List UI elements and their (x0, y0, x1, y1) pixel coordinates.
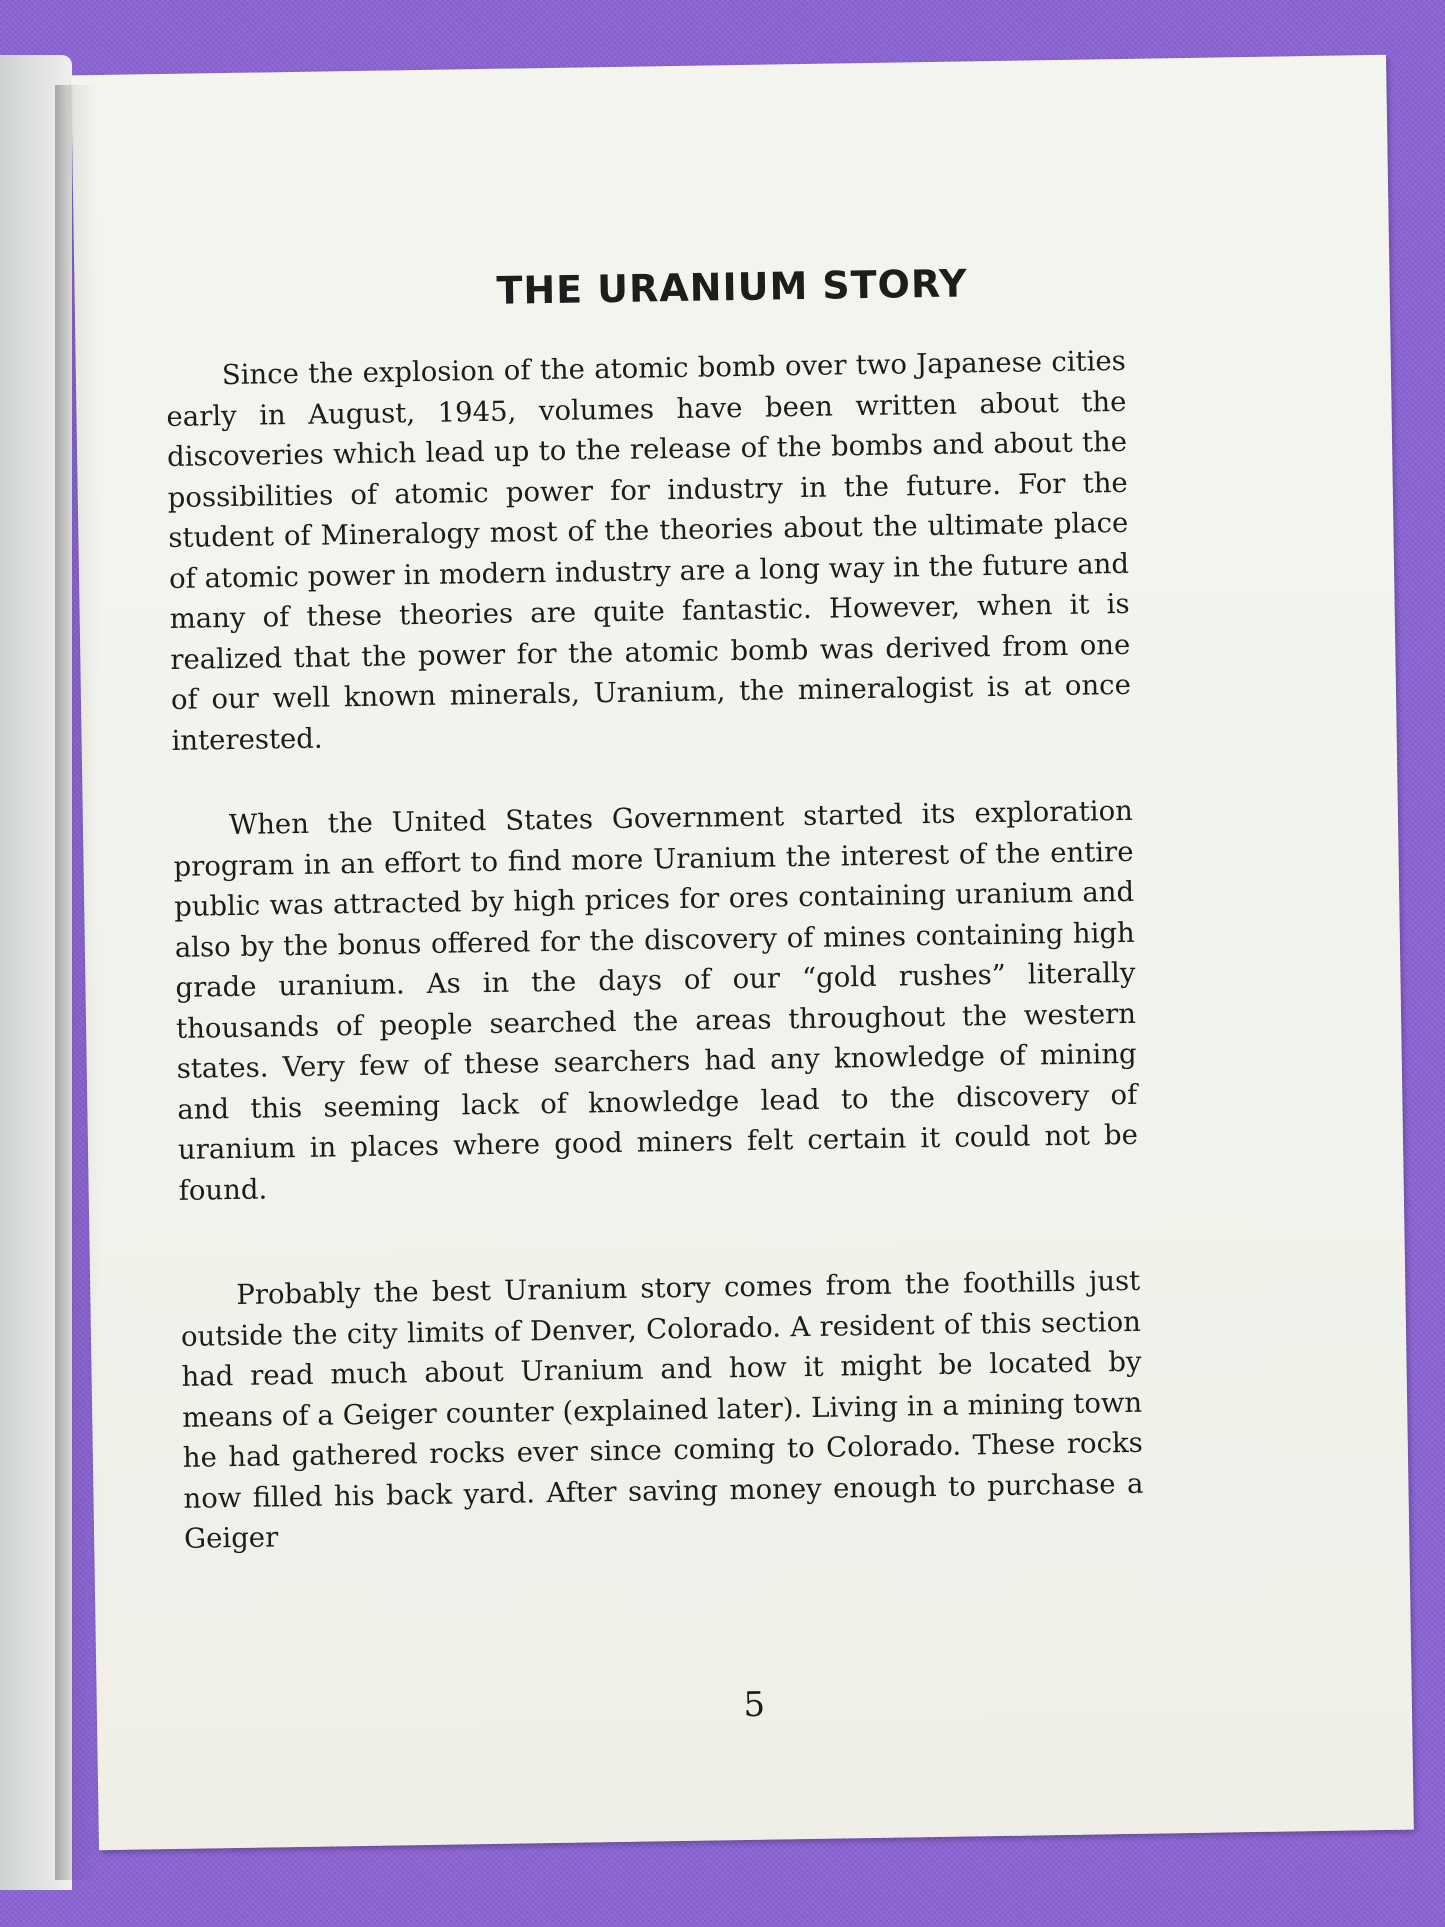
title-word-2: URANIUM (596, 263, 809, 312)
page-title (74, 255, 1390, 320)
body-text (166, 341, 1145, 1559)
paragraph-3: Probably the best Uranium story comes from the foothills just outside the city limits of Denver, Colorado. A resident of this section had read much about Uranium and how it might be located by means of a Geiger counter (explained later). Living in a mining town he had gathered rocks ever since coming to Colorado. These rocks now filled his back yard. After saving money enough to purchase a Geiger (180, 1264, 1144, 1555)
title-word-3: STORY (821, 261, 968, 308)
book-page (71, 55, 1414, 1850)
paragraph-2: When the United States Government started its exploration program in an effort to find more Uranium the interest of the entire public was attracted by high prices for ores containing uranium and also by the bonus offered for the discovery of mines containing high grade uranium. As in the days of our “gold rushes” literally thousands of people searched the areas throughout the western states. Very few of these searchers had any knowledge of mining and this seeming lack of knowledge lead to the discovery of uranium in places where good miners felt certain it could not be found. (173, 794, 1139, 1207)
title-word-1: THE (496, 267, 584, 313)
paragraph-1: Since the explosion of the atomic bomb over two Japanese cities early in August, 1945, volumes have been written about the discoveries which lead up to the release of the bombs and about the possibilities of atomic power for industry in the future. For the student of Mineralogy most of the theories about the ultimate place of atomic power in modern industry are a long way in the future and many of these theories are quite fantastic. However, when it is realized that the power for the atomic bomb was derived from one of our well known minerals, Uranium, the mineralogist is at once interested. (166, 344, 1132, 757)
book-spine-shadow (55, 85, 100, 1880)
page-number: 5 (743, 1684, 766, 1726)
